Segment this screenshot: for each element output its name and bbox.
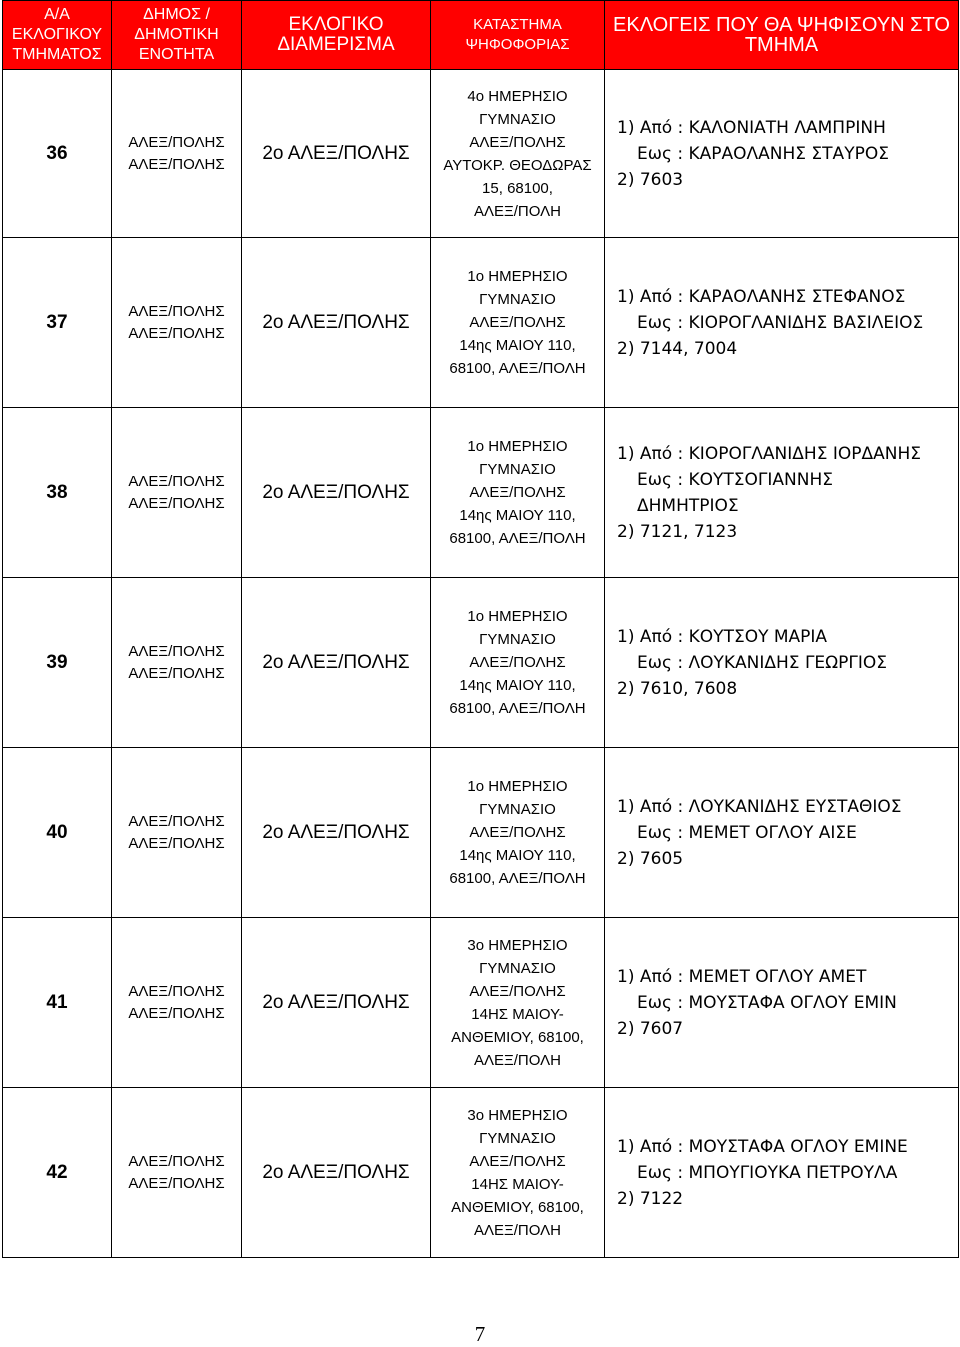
polling-station-line: 14ης ΜΑΙΟΥ 110, <box>459 677 576 694</box>
municipality-line: ΑΛΕΞ/ΠΟΛΗΣ <box>128 664 225 682</box>
table-row <box>3 238 959 408</box>
polling-station-line: ΑΛΕΞ/ΠΟΛΗΣ <box>469 1152 566 1170</box>
polling-station-line: ΑΥΤΟΚΡ. ΘΕΟΔΩΡΑΣ <box>443 156 592 174</box>
header-municipality: ΔΗΜΟΣ / ΔΗΜΟΤΙΚΗ ΕΝΟΤΗΤΑ <box>112 1 242 70</box>
municipality-cell <box>112 578 242 748</box>
voters-from: 1) Από : ΜΟΥΣΤΑΦΑ ΟΓΛΟΥ ΕΜΙΝΕ <box>617 1136 908 1157</box>
polling-station-cell <box>431 918 605 1088</box>
voters-from: 1) Από : ΛΟΥΚΑΝΙΔΗΣ ΕΥΣΤΑΘΙΟΣ <box>617 796 902 817</box>
header-electoral-district: ΕΚΛΟΓΙΚΟ ΔΙΑΜΕΡΙΣΜΑ <box>242 1 431 70</box>
municipality-line: ΑΛΕΞ/ΠΟΛΗΣ <box>128 472 225 490</box>
voters-range-cell <box>605 918 959 1088</box>
municipality-line: ΑΛΕΞ/ΠΟΛΗΣ <box>128 133 225 151</box>
section-number-cell: 40 <box>3 748 112 918</box>
voters-from: 1) Από : ΚΙΟΡΟΓΛΑΝΙΔΗΣ ΙΟΡΔΑΝΗΣ <box>617 443 921 464</box>
section-number-cell: 42 <box>3 1088 112 1258</box>
polling-station-line: 14ης ΜΑΙΟΥ 110, <box>459 337 576 354</box>
municipality-line: ΑΛΕΞ/ΠΟΛΗΣ <box>128 1152 225 1170</box>
polling-station-line: 3ο ΗΜΕΡΗΣΙΟ <box>467 1106 568 1124</box>
municipality-line: ΑΛΕΞ/ΠΟΛΗΣ <box>128 324 225 342</box>
polling-station-line: ΓΥΜΝΑΣΙΟ <box>479 1129 556 1147</box>
voters-to: Εως : ΛΟΥΚΑΝΙΔΗΣ ΓΕΩΡΓΙΟΣ <box>637 652 888 673</box>
section-number-cell: 38 <box>3 408 112 578</box>
voters-from: 1) Από : ΜΕΜΕΤ ΟΓΛΟΥ ΑΜΕΤ <box>617 966 867 987</box>
municipality-cell <box>112 1088 242 1258</box>
polling-station-line: ΑΝΘΕΜΙΟΥ, 68100, <box>451 1028 584 1046</box>
voters-from: 1) Από : ΚΑΡΑΟΛΑΝΗΣ ΣΤΕΦΑΝΟΣ <box>617 286 906 307</box>
polling-station-cell <box>431 578 605 748</box>
municipality-line: ΑΛΕΞ/ΠΟΛΗΣ <box>128 982 225 1000</box>
voters-codes: 2) 7603 <box>617 169 684 190</box>
polling-station-line: ΑΛΕΞ/ΠΟΛΗΣ <box>469 654 566 671</box>
municipality-line: ΑΛΕΞ/ΠΟΛΗΣ <box>128 642 225 660</box>
voters-to: Εως : ΜΟΥΣΤΑΦΑ ΟΓΛΟΥ ΕΜΙΝ <box>637 992 897 1013</box>
voters-range-cell <box>605 70 959 238</box>
polling-station-cell <box>431 748 605 918</box>
polling-station-line: 68100, ΑΛΕΞ/ΠΟΛΗ <box>449 870 586 887</box>
voters-codes: 2) 7144, 7004 <box>617 338 738 359</box>
polling-station-line: ΓΥΜΝΑΣΙΟ <box>479 291 556 308</box>
table-body <box>3 70 959 1258</box>
table-row <box>3 70 959 238</box>
polling-station-line: ΑΛΕΞ/ΠΟΛΗΣ <box>469 314 566 331</box>
voters-codes: 2) 7607 <box>617 1018 684 1039</box>
polling-station-line: 1ο ΗΜΕΡΗΣΙΟ <box>467 608 568 625</box>
municipality-cell <box>112 748 242 918</box>
voters-from: 1) Από : ΚΟΥΤΣΟΥ ΜΑΡΙΑ <box>617 626 828 647</box>
electoral-district-cell: 2ο ΑΛΕΞ/ΠΟΛΗΣ <box>242 70 431 238</box>
polling-station-line: ΑΛΕΞ/ΠΟΛΗ <box>473 1221 562 1239</box>
polling-station-line: 14ΗΣ ΜΑΙΟΥ- <box>471 1005 564 1023</box>
polling-station-line: ΑΛΕΞ/ΠΟΛΗΣ <box>469 133 566 151</box>
polling-station-line: ΑΝΘΕΜΙΟΥ, 68100, <box>451 1198 584 1216</box>
polling-station-line: ΑΛΕΞ/ΠΟΛΗ <box>473 202 562 220</box>
polling-station-line: 68100, ΑΛΕΞ/ΠΟΛΗ <box>449 700 586 717</box>
page-number: 7 <box>474 1322 486 1346</box>
electoral-district-cell: 2ο ΑΛΕΞ/ΠΟΛΗΣ <box>242 1088 431 1258</box>
polling-station-line: 68100, ΑΛΕΞ/ΠΟΛΗ <box>449 360 586 377</box>
municipality-line: ΑΛΕΞ/ΠΟΛΗΣ <box>128 155 225 173</box>
polling-station-line: 1ο ΗΜΕΡΗΣΙΟ <box>467 778 568 795</box>
voters-to: Εως : ΚΙΟΡΟΓΛΑΝΙΔΗΣ ΒΑΣΙΛΕΙΟΣ <box>637 312 924 333</box>
polling-station-line: ΓΥΜΝΑΣΙΟ <box>479 801 556 818</box>
polling-station-line: ΑΛΕΞ/ΠΟΛΗΣ <box>469 824 566 841</box>
polling-station-line: ΑΛΕΞ/ΠΟΛΗ <box>473 1051 562 1069</box>
municipality-cell <box>112 238 242 408</box>
voters-range-cell <box>605 578 959 748</box>
polling-station-cell <box>431 1088 605 1258</box>
voters-codes: 2) 7122 <box>617 1188 684 1209</box>
polling-station-cell <box>431 238 605 408</box>
polling-station-line: 14ης ΜΑΙΟΥ 110, <box>459 507 576 524</box>
polling-station-line: 14ης ΜΑΙΟΥ 110, <box>459 847 576 864</box>
municipality-line: ΑΛΕΞ/ΠΟΛΗΣ <box>128 1004 225 1022</box>
section-number-cell: 39 <box>3 578 112 748</box>
municipality-line: ΑΛΕΞ/ΠΟΛΗΣ <box>128 302 225 320</box>
section-number-cell: 36 <box>3 70 112 238</box>
voters-codes: 2) 7610, 7608 <box>617 678 738 699</box>
polling-station-line: 15, 68100, <box>482 179 553 197</box>
header-polling-station: ΚΑΤΑΣΤΗΜΑ ΨΗΦΟΦΟΡΙΑΣ <box>431 1 605 70</box>
voters-to: Εως : ΚΑΡΑΟΛΑΝΗΣ ΣΤΑΥΡΟΣ <box>637 143 889 164</box>
table-header-row <box>3 1 959 70</box>
polling-station-cell <box>431 70 605 238</box>
municipality-line: ΑΛΕΞ/ΠΟΛΗΣ <box>128 812 225 830</box>
section-number-cell: 41 <box>3 918 112 1088</box>
polling-station-line: 1ο ΗΜΕΡΗΣΙΟ <box>467 438 568 455</box>
voters-range-cell <box>605 1088 959 1258</box>
polling-station-line: 3ο ΗΜΕΡΗΣΙΟ <box>467 936 568 954</box>
voters-to: ΔΗΜΗΤΡΙΟΣ <box>637 495 739 516</box>
polling-station-line: ΓΥΜΝΑΣΙΟ <box>479 110 556 128</box>
polling-station-line: ΑΛΕΞ/ΠΟΛΗΣ <box>469 982 566 1000</box>
electoral-district-cell: 2ο ΑΛΕΞ/ΠΟΛΗΣ <box>242 578 431 748</box>
voters-range-cell <box>605 748 959 918</box>
section-number-cell: 37 <box>3 238 112 408</box>
polling-station-line: ΓΥΜΝΑΣΙΟ <box>479 631 556 648</box>
municipality-cell <box>112 70 242 238</box>
polling-station-cell <box>431 408 605 578</box>
voters-codes: 2) 7121, 7123 <box>617 521 738 542</box>
voters-from: 1) Από : ΚΑΛΟΝΙΑΤΗ ΛΑΜΠΡΙΝΗ <box>617 117 886 138</box>
electoral-district-cell: 2ο ΑΛΕΞ/ΠΟΛΗΣ <box>242 408 431 578</box>
electoral-district-cell: 2ο ΑΛΕΞ/ΠΟΛΗΣ <box>242 918 431 1088</box>
table-row <box>3 408 959 578</box>
table-row <box>3 578 959 748</box>
header-section-number: Α/Α ΕΚΛΟΓΙΚΟΥ ΤΜΗΜΑΤΟΣ <box>3 1 112 70</box>
polling-station-line: 1ο ΗΜΕΡΗΣΙΟ <box>467 268 568 285</box>
municipality-line: ΑΛΕΞ/ΠΟΛΗΣ <box>128 494 225 512</box>
electoral-district-cell: 2ο ΑΛΕΞ/ΠΟΛΗΣ <box>242 238 431 408</box>
municipality-cell <box>112 408 242 578</box>
table-row <box>3 748 959 918</box>
municipality-line: ΑΛΕΞ/ΠΟΛΗΣ <box>128 1174 225 1192</box>
table-row <box>3 918 959 1088</box>
voters-to: Εως : ΜΠΟΥΓΙΟΥΚΑ ΠΕΤΡΟΥΛΑ <box>637 1162 898 1183</box>
municipality-cell <box>112 918 242 1088</box>
polling-station-line: 4ο ΗΜΕΡΗΣΙΟ <box>467 87 568 105</box>
polling-station-line: ΓΥΜΝΑΣΙΟ <box>479 959 556 977</box>
polling-stations-table <box>2 0 959 1258</box>
voters-codes: 2) 7605 <box>617 848 684 869</box>
voters-range-cell <box>605 408 959 578</box>
voters-range-cell <box>605 238 959 408</box>
polling-station-line: ΑΛΕΞ/ΠΟΛΗΣ <box>469 484 566 501</box>
voters-to: Εως : ΜΕΜΕΤ ΟΓΛΟΥ ΑΙΣΕ <box>637 822 857 843</box>
polling-station-line: 68100, ΑΛΕΞ/ΠΟΛΗ <box>449 530 586 547</box>
header-voters: ΕΚΛΟΓΕΙΣ ΠΟΥ ΘΑ ΨΗΦΙΣΟΥΝ ΣΤΟ ΤΜΗΜΑ <box>605 1 959 70</box>
polling-station-line: 14ΗΣ ΜΑΙΟΥ- <box>471 1175 564 1193</box>
polling-station-line: ΓΥΜΝΑΣΙΟ <box>479 461 556 478</box>
municipality-line: ΑΛΕΞ/ΠΟΛΗΣ <box>128 834 225 852</box>
voters-to: Εως : ΚΟΥΤΣΟΓΙΑΝΝΗΣ <box>637 469 833 490</box>
electoral-district-cell: 2ο ΑΛΕΞ/ΠΟΛΗΣ <box>242 748 431 918</box>
table-row <box>3 1088 959 1258</box>
